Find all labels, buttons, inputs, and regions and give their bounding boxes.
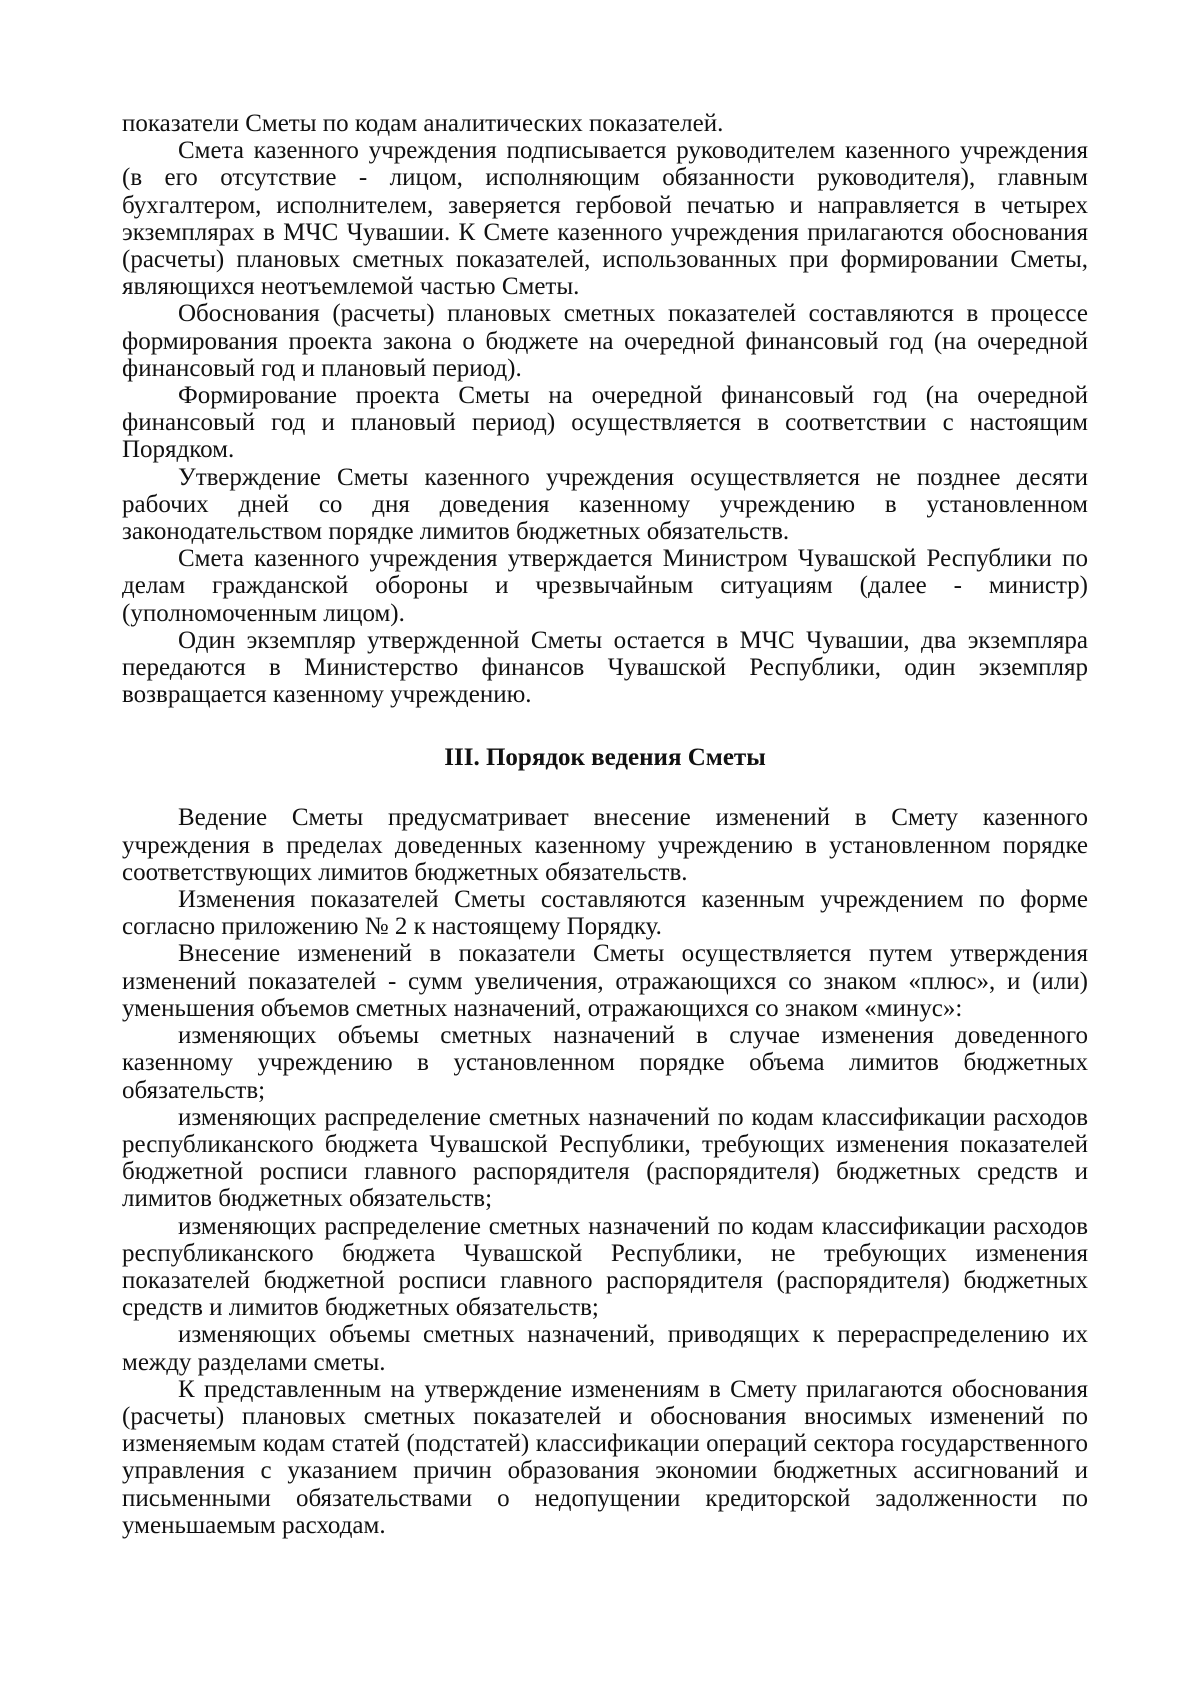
paragraph-continuation: показатели Сметы по кодам аналитических показателей. [122, 110, 724, 137]
paragraph-justifications: Обоснования (расчеты) плановых сметных показателей составляются в процессе формирования проекта закона о бюджете на очередной финансовый год (на очередной финансовый год и плановый период). [122, 300, 1088, 382]
list-item-redistribution: изменяющих объемы сметных назначений, приводящих к перераспределению их между разделами сметы. [122, 1321, 1088, 1376]
paragraph-copies: Один экземпляр утвержденной Сметы остается в МЧС Чувашии, два экземпляра передаются в Министерство финансов Чувашской Республики, один экземпляр возвращается казенному учреждению. [122, 626, 1088, 709]
paragraph-draft-formation: Формирование проекта Сметы на очередной финансовый год (на очередной финансовый год и плановый период) осуществляется в соответствии с настоящим Порядком. [122, 382, 1088, 464]
list-item-change-distribution-required: изменяющих распределение сметных назначений по кодам классификации расходов республиканского бюджета Чувашской Республики, требующих изменения показателей бюджетной росписи главного распорядителя (распорядителя) бюджетных средств и лимитов бюджетных обязательств; [122, 1103, 1088, 1213]
paragraph-signing: Смета казенного учреждения подписывается руководителем казенного учреждения (в его отсутствие - лицом, исполняющим обязанности руководителя), главным бухгалтером, исполнителем, заверяется гербовой печатью и направляется в четырех экземплярах в МЧС Чувашии. К Смете казенного учреждения прилагаются обоснования (расчеты) плановых сметных показателей, использованных при формировании Сметы, являющихся неотъемлемой частью Сметы. [122, 137, 1088, 301]
paragraph-change-procedure: Внесение изменений в показатели Сметы осуществляется путем утверждения изменений показателей - сумм увеличения, отражающихся со знаком «плюс», и (или) уменьшения объемов сметных назначений, отражающихся со знаком «минус»: [122, 940, 1088, 1022]
paragraph-maintenance: Ведение Сметы предусматривает внесение изменений в Смету казенного учреждения в пределах доведенных казенному учреждению в установленном порядке соответствующих лимитов бюджетных обязательств. [122, 804, 1088, 886]
paragraph-attachments: К представленным на утверждение изменениям в Смету прилагаются обоснования (расчеты) плановых сметных показателей и обоснования вносимых изменений по изменяемым кодам статей (подстатей) классификации операций сектора государственного управления с указанием причин образования экономии бюджетных ассигнований и письменными обязательствами о недопущении кредиторской задолженности по уменьшаемым расходам. [122, 1375, 1088, 1539]
paragraph-approval-minister: Смета казенного учреждения утверждается Министром Чувашской Республики по делам гражданской обороны и чрезвычайным ситуациям (далее - министр) (уполномоченным лицом). [122, 545, 1088, 627]
list-item-change-volume: изменяющих объемы сметных назначений в случае изменения доведенного казенному учреждению в установленном порядке объема лимитов бюджетных обязательств; [122, 1022, 1088, 1104]
section-heading: III. Порядок ведения Сметы [444, 744, 766, 772]
paragraph-change-form: Изменения показателей Сметы составляются казенным учреждением по форме согласно приложению № 2 к настоящему Порядку. [122, 886, 1088, 941]
list-item-change-distribution-not-required: изменяющих распределение сметных назначений по кодам классификации расходов республиканского бюджета Чувашской Республики, не требующих изменения показателей бюджетной росписи главного распорядителя (распорядителя) бюджетных средств и лимитов бюджетных обязательств; [122, 1212, 1088, 1322]
paragraph-approval-deadline: Утверждение Сметы казенного учреждения осуществляется не позднее десяти рабочих дней со дня доведения казенному учреждению в установленном законодательством порядке лимитов бюджетных обязательств. [122, 463, 1088, 546]
